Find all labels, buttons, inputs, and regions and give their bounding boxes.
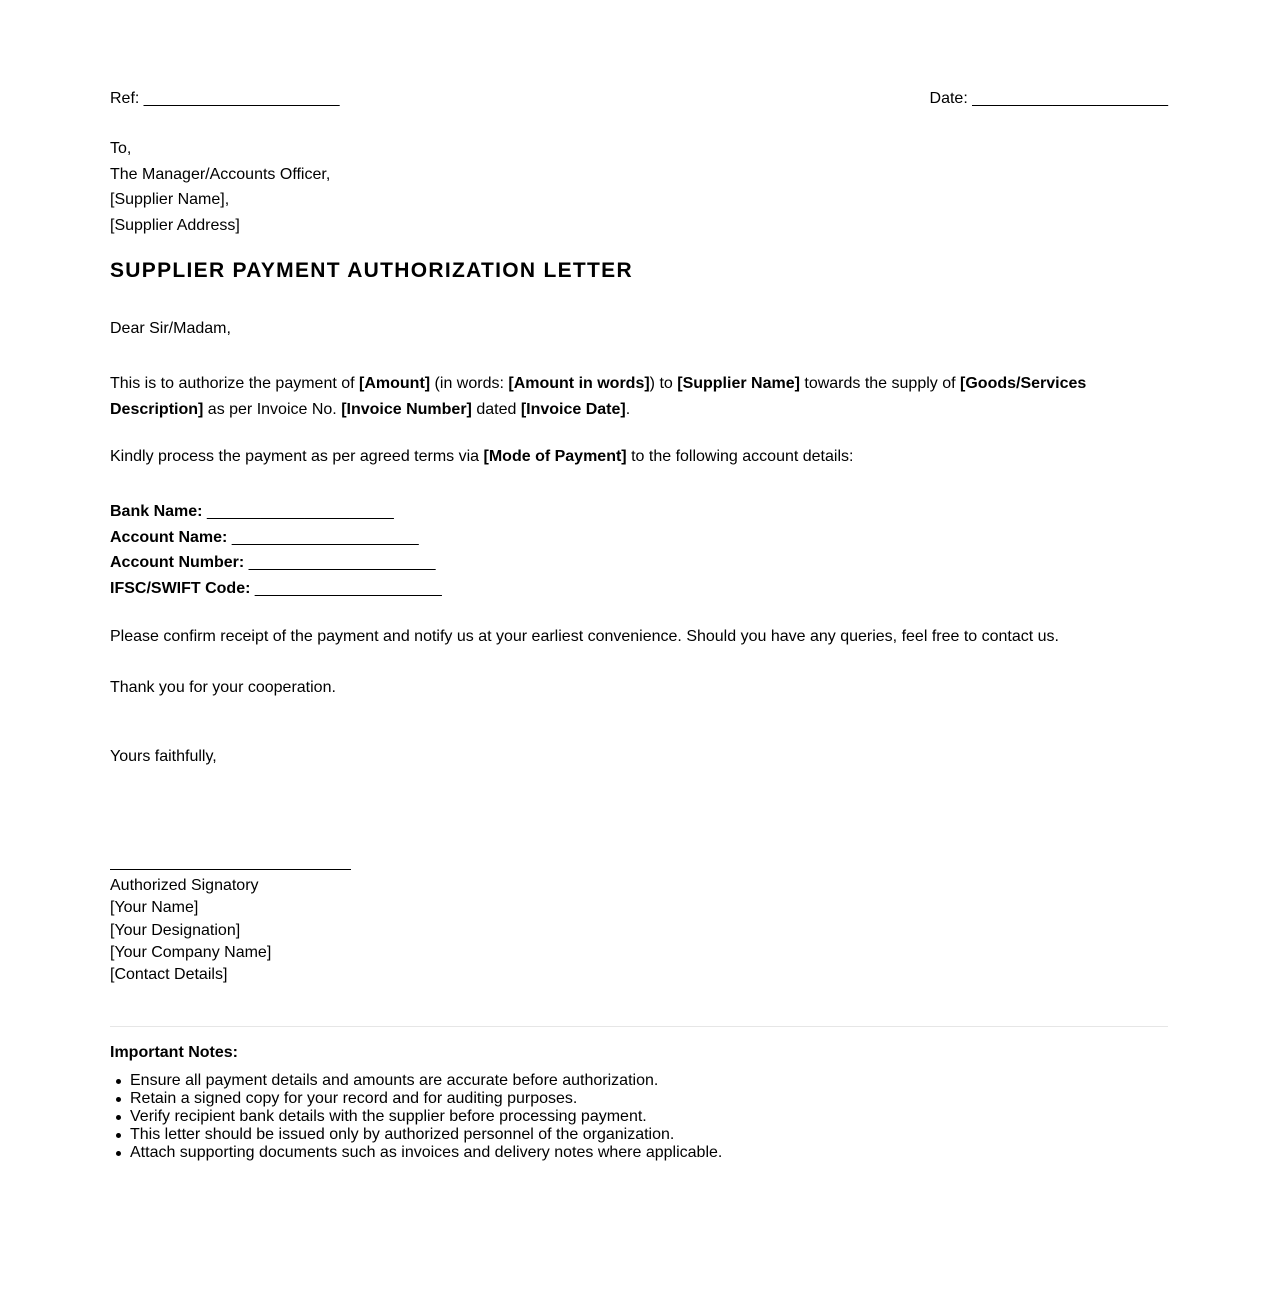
letter-title: SUPPLIER PAYMENT AUTHORIZATION LETTER (110, 259, 633, 282)
salutation: Dear Sir/Madam, (110, 320, 231, 337)
bank-field-blank: _____________________ (231, 528, 419, 546)
invoice-number-placeholder: [Invoice Number] (341, 400, 472, 418)
signatory-line: Authorized Signatory (110, 877, 259, 894)
signatory-block (110, 875, 271, 986)
bank-field-blank: _____________________ (206, 503, 394, 520)
date-field (930, 90, 1168, 108)
signature-line (110, 869, 351, 870)
invoice-date-placeholder: [Invoice Date] (520, 400, 626, 418)
list-item: This letter should be issued only by authorized personnel of the organization. (130, 1126, 722, 1144)
recipient-line: [Supplier Address] (110, 216, 240, 234)
bank-field-label: Bank Name: (110, 503, 203, 520)
recipient-line: [Supplier Name], (110, 191, 230, 208)
bank-field-blank: _____________________ (248, 554, 436, 571)
supplier-placeholder: [Supplier Name] (677, 375, 800, 392)
list-item: Attach supporting documents such as invoices and delivery notes where applicable. (130, 1144, 723, 1161)
recipient-line: To, (110, 140, 132, 157)
bank-field-row (110, 499, 442, 525)
bank-field-row (110, 550, 442, 576)
text-segment: . (625, 400, 631, 418)
list-item: Ensure all payment details and amounts are accurate before authorization. (130, 1072, 722, 1090)
mode-placeholder: [Mode of Payment] (483, 448, 627, 465)
confirmation-paragraph: Please confirm receipt of the payment and notify us at your earliest convenience. Should you have any queries, feel free to contact us. (110, 628, 1059, 645)
date-label: Date: (929, 90, 968, 107)
text-segment: towards the supply of (799, 375, 961, 392)
bank-field-blank: _____________________ (254, 579, 442, 597)
goods-placeholder: [Goods/Services Description] (110, 375, 1087, 418)
payment-mode-paragraph (110, 448, 853, 466)
bank-field-row (110, 525, 442, 551)
text-segment: ) to (649, 375, 678, 392)
authorization-paragraph (110, 371, 1110, 422)
thanks-line: Thank you for your cooperation. (110, 679, 336, 696)
signatory-line: [Contact Details] (110, 966, 228, 984)
text-segment: (in words: (430, 375, 509, 392)
bank-field-row (110, 576, 442, 602)
list-item: Verify recipient bank details with the supplier before processing payment. (130, 1108, 722, 1126)
text-segment: Kindly process the payment as per agreed terms via (110, 448, 484, 465)
recipient-line: The Manager/Accounts Officer, (110, 165, 331, 183)
date-blank: ______________________ (972, 90, 1168, 107)
closing-line: Yours faithfully, (110, 748, 217, 765)
recipient-address (110, 136, 330, 238)
amount-words-placeholder: [Amount in words] (508, 375, 650, 392)
text-segment: to the following account details: (626, 448, 854, 465)
bank-details (110, 499, 442, 601)
text-segment: This is to authorize the payment of (110, 375, 360, 392)
notes-title: Important Notes: (110, 1044, 238, 1061)
ref-field (110, 90, 340, 108)
reference-row (110, 90, 1168, 112)
ref-blank: ______________________ (143, 90, 340, 107)
list-item: Retain a signed copy for your record and for auditing purposes. (130, 1090, 722, 1108)
bank-field-label: IFSC/SWIFT Code: (110, 579, 251, 597)
text-segment: dated (471, 400, 521, 418)
notes-list (110, 1072, 722, 1162)
amount-placeholder: [Amount] (359, 375, 431, 392)
section-divider (110, 1026, 1168, 1027)
bank-field-label: Account Name: (110, 528, 228, 546)
ref-label: Ref: (110, 90, 140, 107)
signatory-line: [Your Designation] (110, 921, 241, 939)
bank-field-label: Account Number: (110, 554, 245, 571)
signatory-line: [Your Name] (110, 899, 199, 917)
signatory-line: [Your Company Name] (110, 943, 272, 961)
text-segment: as per Invoice No. (203, 400, 342, 418)
